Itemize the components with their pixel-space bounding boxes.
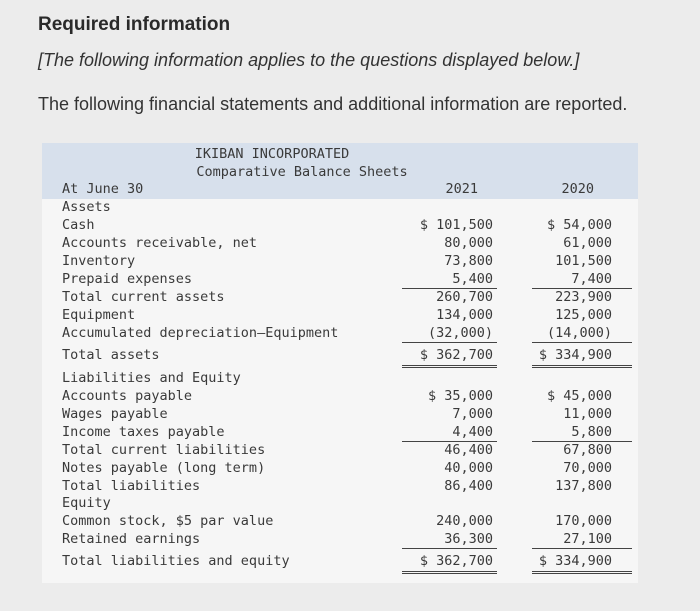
assets-heading: Assets (62, 199, 111, 215)
value-equipment-2021: 134,000 (436, 307, 493, 323)
row-label-cash: Cash (62, 217, 95, 233)
value-cash-2020: $ 54,000 (546, 217, 612, 233)
row-label-accumulated-depreciation: Accumulated depreciation–Equipment (62, 325, 339, 341)
value-tca-2020: 223,900 (555, 289, 612, 305)
value-taxes-2021: 4,400 (452, 424, 493, 440)
value-prepaid-2021: 5,400 (452, 271, 493, 287)
row-label-total-current-assets: Total current assets (62, 289, 225, 305)
value-ap-2020: $ 45,000 (546, 388, 612, 404)
value-common-2021: 240,000 (436, 513, 493, 529)
total-assets-rule-2021 (402, 342, 497, 343)
value-tl-2021: 86,400 (444, 478, 493, 494)
value-notes-2021: 40,000 (444, 460, 493, 476)
row-label-notes-payable: Notes payable (long term) (62, 460, 266, 476)
value-wages-2020: 11,000 (563, 406, 612, 422)
row-label-accounts-payable: Accounts payable (62, 388, 193, 404)
statement-title: Comparative Balance Sheets (196, 164, 408, 180)
row-label-inventory: Inventory (62, 253, 136, 269)
value-common-2020: 170,000 (555, 513, 612, 529)
double-rule-le-2021 (402, 571, 497, 574)
value-accum-2020: (14,000) (546, 325, 612, 341)
total-le-rule-2020 (532, 548, 632, 549)
value-tle-2021: $ 362,700 (419, 553, 493, 569)
value-inventory-2020: 101,500 (555, 253, 612, 269)
value-total-assets-2020: $ 334,900 (538, 347, 612, 363)
column-header-2021: 2021 (445, 181, 478, 197)
row-label-accounts-receivable: Accounts receivable, net (62, 235, 258, 251)
value-accum-2021: (32,000) (427, 325, 493, 341)
company-name: IKIBAN INCORPORATED (194, 146, 350, 162)
value-ap-2021: $ 35,000 (427, 388, 493, 404)
value-tl-2020: 137,800 (555, 478, 612, 494)
row-label-total-liabilities-and-equity: Total liabilities and equity (62, 553, 290, 569)
required-information-title: Required information (38, 14, 231, 35)
liabilities-equity-heading: Liabilities and Equity (62, 370, 241, 386)
value-tca-2021: 260,700 (436, 289, 493, 305)
total-le-rule-2021 (402, 548, 497, 549)
equity-heading: Equity (62, 495, 111, 511)
value-total-assets-2021: $ 362,700 (419, 347, 493, 363)
value-tcl-2021: 46,400 (444, 442, 493, 458)
instruction-note: [The following information applies to the questions displayed below.] (38, 50, 580, 70)
value-equipment-2020: 125,000 (555, 307, 612, 323)
value-notes-2020: 70,000 (563, 460, 612, 476)
value-retained-2020: 27,100 (563, 531, 612, 547)
value-ar-2020: 61,000 (563, 235, 612, 251)
row-label-retained-earnings: Retained earnings (62, 531, 201, 547)
value-prepaid-2020: 7,400 (571, 271, 612, 287)
value-wages-2021: 7,000 (452, 406, 493, 422)
row-label-total-current-liabilities: Total current liabilities (62, 442, 266, 458)
row-label-total-assets: Total assets (62, 347, 160, 363)
double-rule-le-2020 (532, 571, 632, 574)
row-label-prepaid: Prepaid expenses (62, 271, 193, 287)
value-tle-2020: $ 334,900 (538, 553, 612, 569)
balance-sheet (42, 143, 638, 583)
row-label-income-taxes-payable: Income taxes payable (62, 424, 225, 440)
value-tcl-2020: 67,800 (563, 442, 612, 458)
double-rule-assets-2021 (402, 365, 497, 368)
value-ar-2021: 80,000 (444, 235, 493, 251)
row-label-total-liabilities: Total liabilities (62, 478, 201, 494)
value-cash-2021: $ 101,500 (419, 217, 493, 233)
date-label: At June 30 (62, 181, 144, 197)
row-label-common-stock: Common stock, $5 par value (62, 513, 274, 529)
column-header-2020: 2020 (561, 181, 594, 197)
row-label-equipment: Equipment (62, 307, 136, 323)
double-rule-assets-2020 (532, 365, 632, 368)
total-assets-rule-2020 (532, 342, 632, 343)
value-taxes-2020: 5,800 (571, 424, 612, 440)
intro-text: The following financial statements and additional information are reported. (38, 94, 628, 114)
value-inventory-2021: 73,800 (444, 253, 493, 269)
value-retained-2021: 36,300 (444, 531, 493, 547)
row-label-wages-payable: Wages payable (62, 406, 168, 422)
